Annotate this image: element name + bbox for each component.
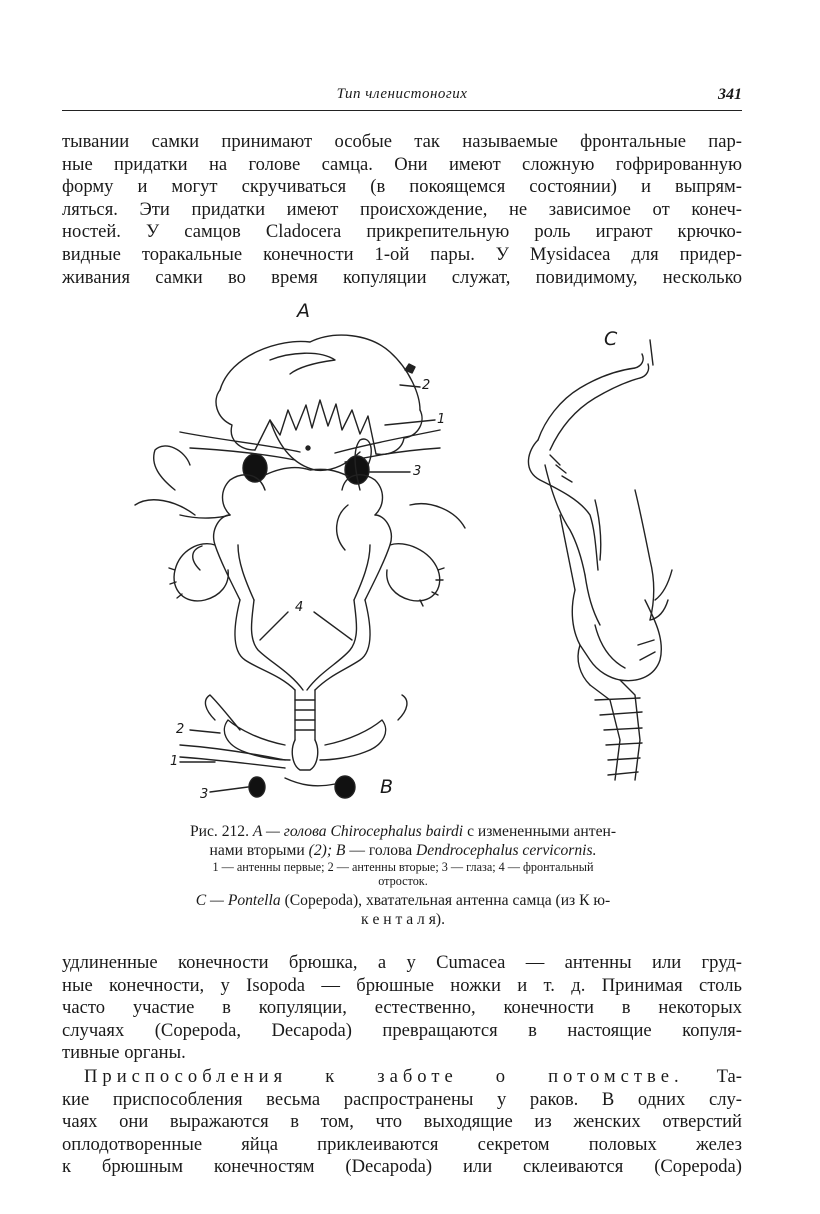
caption-text: нами вторыми [209, 842, 305, 859]
paragraph-middle [62, 952, 742, 1065]
caption-part-a: A — голова [252, 823, 327, 840]
text-line: часто участие в копуляции, естественно, конечности в некоторых [62, 997, 742, 1019]
caption-line [108, 841, 698, 860]
caption-species-c: Pontella [227, 892, 281, 909]
text-fragment: Та- [716, 1066, 742, 1087]
text-line: удлиненные конечности брюшка, а у Cumacea — антенны или груд- [62, 952, 742, 973]
figure-c-antenna [528, 340, 672, 780]
figure-label-a: A [297, 300, 310, 322]
figure-label-c: C [604, 328, 618, 350]
page-header [62, 86, 742, 116]
caption-species-a: Chirocephalus bairdi [330, 823, 464, 840]
text-line: чаях они выражаются в том, что выходящие из женских отверстий [62, 1111, 742, 1133]
caption-line: к е н т а л я). [360, 911, 445, 928]
text-line: ные придатки на голове самца. Они имеют сложную гофрированную [62, 153, 742, 175]
text-line: ляться. Эти придатки имеют происхождение, не зависимое от конеч- [62, 198, 742, 220]
text-line [62, 1066, 742, 1089]
running-title: Тип членистоногих [336, 86, 468, 102]
callout-2-b: 2 [176, 722, 185, 737]
figure-label-b: B [380, 776, 394, 798]
figure-a-head [180, 335, 440, 470]
figure-illustration [120, 300, 720, 810]
callout-3-b: 3 [200, 787, 209, 802]
section-heading: Приспособления к заботе о потомстве. [84, 1066, 684, 1087]
text-line: случаях (Copepoda, Decapoda) превращаются в настоящие копуля- [62, 1019, 742, 1041]
figure-caption [108, 822, 698, 929]
caption-part-c: C — [195, 892, 224, 909]
text-line: живания самки во время копуляции служат, повидимому, несколько [62, 266, 742, 288]
caption-legend: отросток. [378, 874, 428, 888]
caption-ref: (2); B [308, 842, 346, 859]
text-line: ные конечности, у Isopoda — брюшные ножки и т. д. Принимая столь [62, 974, 742, 996]
text-line: ностей. У самцов Cladocera прикрепительную роль играют крючко- [62, 221, 742, 243]
callout-3-a: 3 [413, 464, 422, 479]
page-number: 341 [718, 86, 742, 103]
text-line: тивные органы. [62, 1042, 186, 1064]
figure-212 [120, 300, 720, 810]
paragraph-bottom [62, 1066, 742, 1179]
callout-4-b: 4 [295, 600, 304, 615]
caption-line [108, 891, 698, 910]
header-rule [62, 110, 742, 111]
caption-fig-number: Рис. 212. [189, 823, 249, 840]
callout-2-a: 2 [422, 378, 431, 393]
caption-text: (Copepoda), хватательная антенна самца (из К ю- [284, 892, 611, 909]
callout-1-a: 1 [437, 412, 446, 427]
callout-1-b: 1 [170, 754, 179, 769]
paragraph-top [62, 131, 742, 289]
text-line: оплодотворенные яйца приклеиваются секретом половых желез [62, 1133, 742, 1155]
text-line: кие приспособления весьма распространены у раков. В одних слу- [62, 1088, 742, 1110]
text-line: форму и могут скручиваться (в покоящемся состоянии) и выпрям- [62, 176, 742, 198]
caption-line [108, 822, 698, 841]
text-line: тывании самки принимают особые так называемые фронтальные пар- [62, 131, 742, 152]
caption-text: — голова [349, 842, 413, 859]
caption-legend: 1 — антенны первые; 2 — антенны вторые; 3 — глаза; 4 — фронтальный [212, 860, 594, 874]
caption-text: с измененными антен- [467, 823, 617, 840]
text-line: к брюшным конечностям (Decapoda) или склеиваются (Copepoda) [62, 1156, 742, 1178]
text-line: видные торакальные конечности 1-ой пары. У Mysidacea для придер- [62, 243, 742, 265]
caption-species-b: Dendrocephalus cervicornis. [416, 842, 597, 859]
